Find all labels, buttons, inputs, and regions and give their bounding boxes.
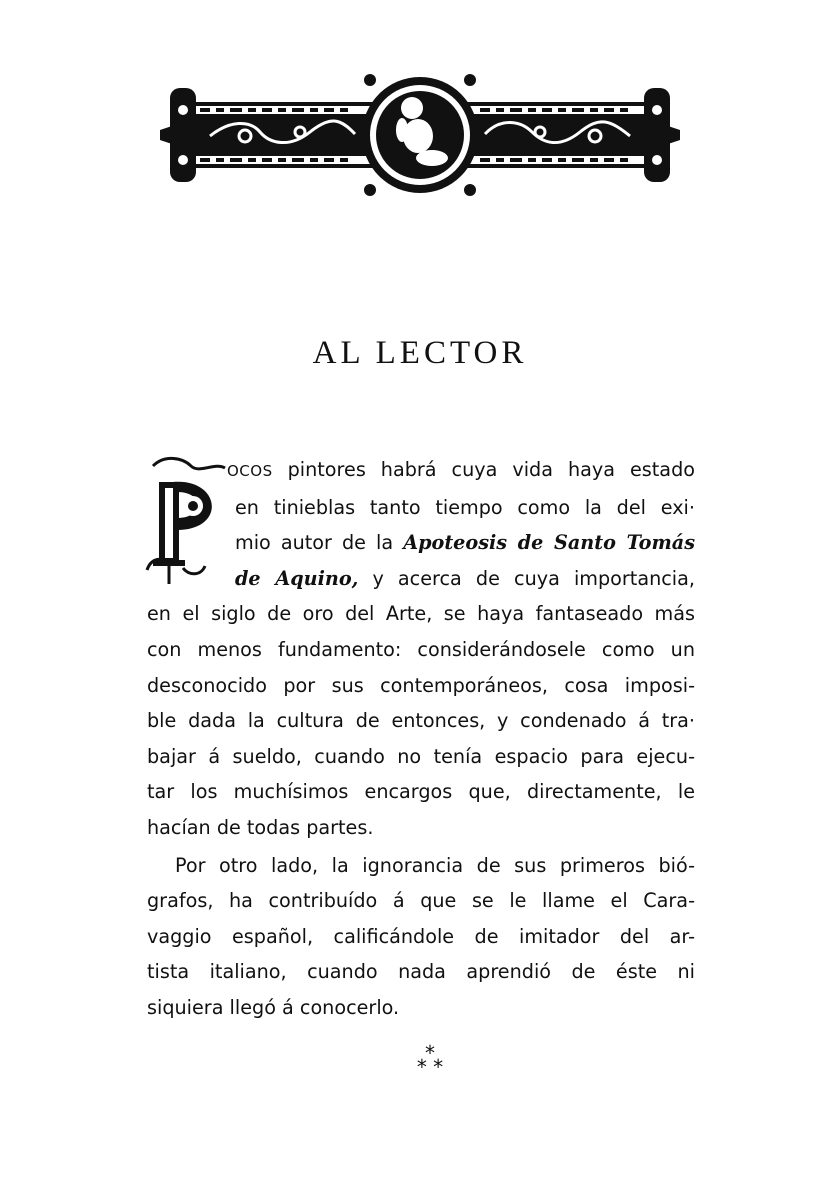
text-line bbox=[147, 525, 695, 561]
italic-title: de Aquino, bbox=[235, 566, 359, 590]
page-title: AL LECTOR bbox=[312, 335, 528, 371]
text-line: vaggio español, calificándole de imitador del ar- bbox=[147, 924, 695, 948]
text-line: bajar á sueldo, cuando no tenía espacio para ejecu- bbox=[147, 744, 695, 768]
text-line bbox=[147, 452, 695, 490]
text-line: desconocido por sus contemporáneos, cosa imposi- bbox=[147, 673, 695, 697]
text-fragment: mio autor de la bbox=[235, 531, 394, 555]
text-line: siquiera llegó á conocerlo. bbox=[147, 995, 400, 1019]
text-line bbox=[147, 561, 695, 597]
text-line: hacían de todas partes. bbox=[147, 815, 374, 839]
text-line: con menos fundamento: considerándosele como un bbox=[147, 637, 695, 661]
text-line: tista italiano, cuando nada aprendió de éste ni bbox=[147, 960, 695, 984]
text-line: tar los muchísimos encargos que, directamente, le bbox=[147, 780, 695, 804]
text-line: Por otro lado, la ignorancia de sus primeros bió- bbox=[175, 853, 695, 877]
headpiece-ornament bbox=[150, 70, 690, 200]
text-line: en el siglo de oro del Arte, se haya fantaseado más bbox=[147, 602, 695, 626]
asterism-separator: * * * bbox=[416, 1041, 444, 1079]
body-text bbox=[147, 452, 695, 1026]
drop-cap-word-rest: OCOS bbox=[227, 462, 273, 480]
text-fragment: pintores habrá cuya vida haya estado bbox=[287, 458, 695, 481]
text-fragment: y acerca de cuya importancia, bbox=[372, 566, 695, 590]
text-line: en tinieblas tanto tiempo como la del exi· bbox=[235, 495, 695, 519]
text-line: grafos, ha contribuído á que se le llame el Cara- bbox=[147, 889, 695, 913]
italic-title: Apoteosis de Santo Tomás bbox=[403, 531, 695, 555]
text-line: ble dada la cultura de entonces, y condenado á tra· bbox=[147, 709, 695, 733]
